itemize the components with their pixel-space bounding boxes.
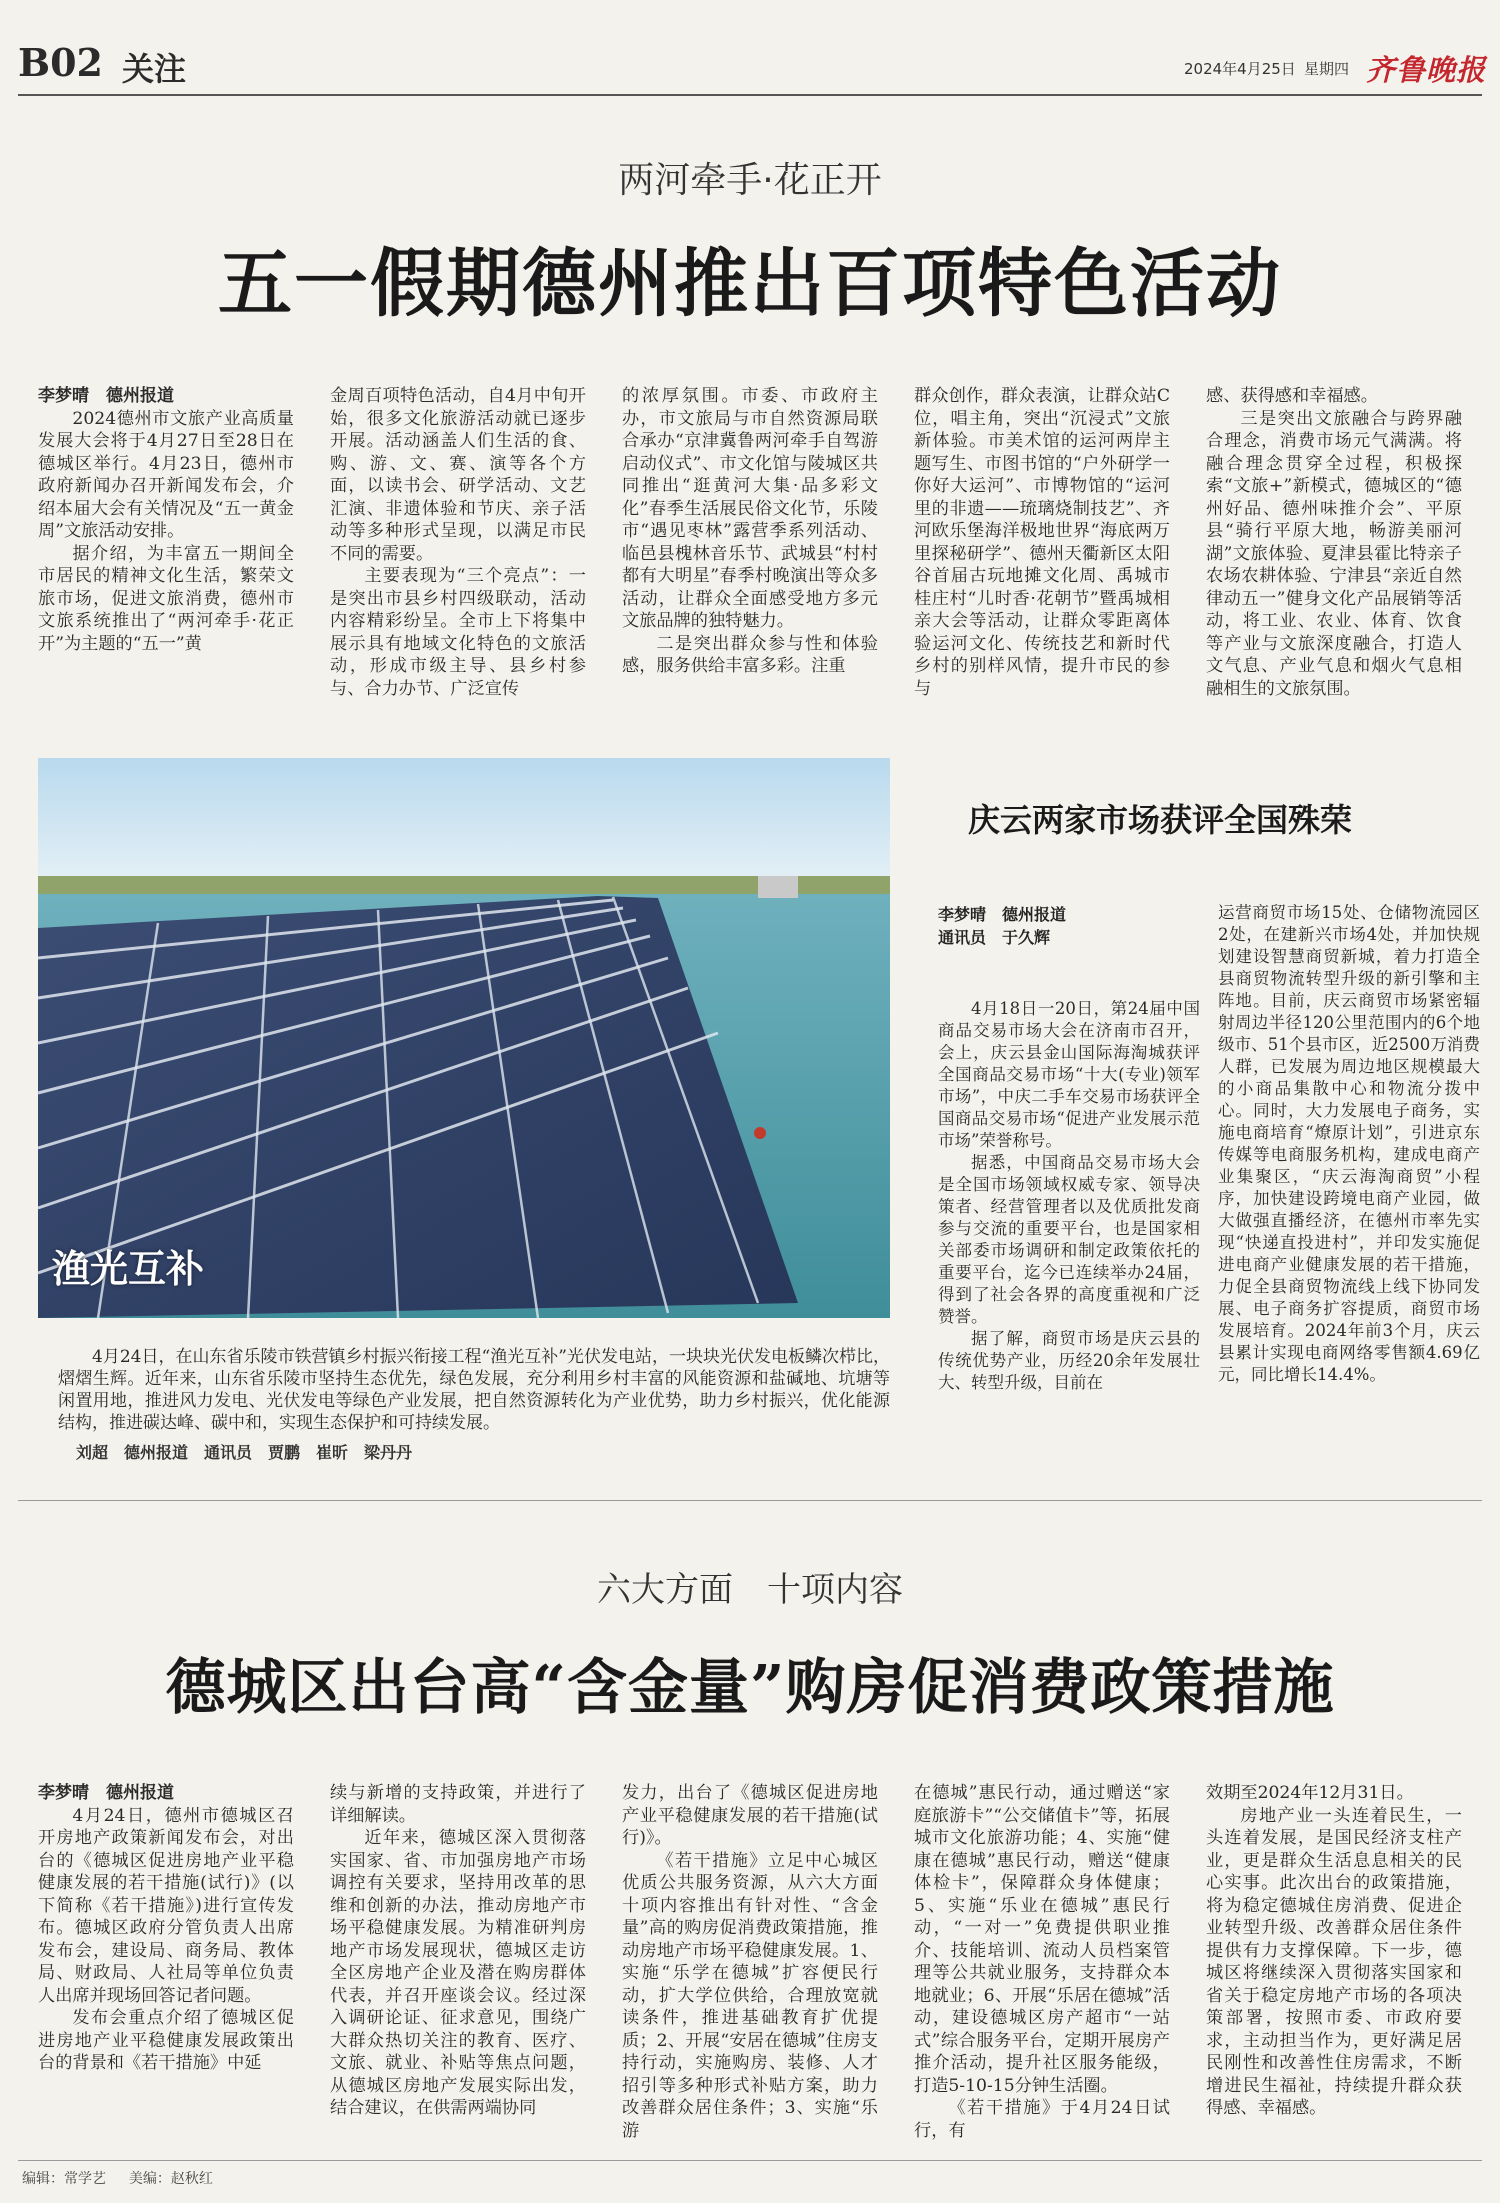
story3-byline: 李梦晴 德州报道 (38, 1783, 174, 1803)
story3-col1-para: 4月24日，德州市德城区召开房地产政策新闻发布会，对出台的《德城区促进房地产业平稳健康发展的若干措施(试行)》(以下简称《若干措施》)进行宣传发布。德城区政府分管负责人出席发布会，建设局、商务局、教体局、财政局、人社局等单位负责人出席并现场回答记者问题。 (38, 1805, 294, 2006)
footer-credits (22, 2168, 213, 2188)
solar-farm-illustration (38, 758, 890, 1318)
story2-col2-para: 运营商贸市场15处、仓储物流园区2处，在建新兴市场4处，并加快规划建设智慧商贸新城，着力打造全县商贸物流转型升级的新引擎和主阵地。目前，庆云商贸市场紧密辐射周边半径120公里范围内的6个地级市、51个县市区，近2500万消费人群，已发展为周边地区规模最大的小商品集散中心和物流分拨中心。同时，大力发展电子商务，实施电商培育“燎原计划”，引进京东传媒等电商服务机构，建成电商产业集聚区，“庆云海淘商贸”小程序，加快建设跨境电商产业园，做大做强直播经济，在德州市率先实现“快递直投进村”，并印发实施促进电商产业健康发展的若干措施，力促全县商贸物流线上线下协同发展、电子商务扩容提质，商贸市场发展培育。2024年前3个月，庆云县累计实现电商网络零售额4.69亿元，同比增长14.4%。 (1218, 903, 1480, 1384)
designer-name: 赵秋红 (170, 2171, 213, 2187)
story3-column-3 (622, 1782, 878, 2141)
story2-col1-para: 4月18日一20日，第24届中国商品交易市场大会在济南市召开，会上，庆云县金山国际海淘城获评全国商品交易市场“十大(专业)领军市场”，中庆二手车交易市场获评全国商品交易市场“促进产业发展示范市场”荣誉称号。 (938, 999, 1200, 1150)
story2-col1-para: 据了解，商贸市场是庆云县的传统优势产业，历经20余年发展壮大、转型升级，目前在 (938, 1329, 1200, 1392)
section-name: 关注 (122, 50, 187, 88)
story3-column-2 (330, 1782, 586, 2122)
story3-col3-para: 发力，出台了《德城区促进房地产业平稳健康发展的若干措施(试行)》。 (622, 1783, 878, 1848)
story1-column-3 (622, 385, 878, 715)
story1-col2-para: 主要表现为“三个亮点”：一是突出市县乡村四级联动，活动内容精彩纷呈。全市上下将集中展示具有地域文化特色的文旅活动，形成市级主导、县乡村参与、合力办节、广泛宣传 (330, 566, 586, 699)
designer-label: 美编： (128, 2171, 171, 2187)
story3-col3-para: 《若干措施》立足中心城区优质公共服务资源，从六大方面十项内容推出有针对性、“含金量”高的购房促消费政策措施，推动房地产市场平稳健康发展。1、实施“乐学在德城”扩容便民行动，扩大学位供给，合理放宽就读条件，推进基础教育扩优提质；2、开展“安居在德城”住房支持行动，实施购房、装修、人才招引等多种形式补贴方案，助力改善群众居住条件；3、实施“乐游 (622, 1850, 878, 2141)
story1-col2-para: 金周百项特色活动，自4月中旬开始，很多文化旅游活动就已逐步开展。活动涵盖人们生活的食、购、游、文、赛、演等各个方面，以读书会、研学活动、文艺汇演、非遗体验和节庆、亲子活动等多种形式呈现，以满足市民不同的需要。 (330, 386, 586, 564)
issue-weekday: 星期四 (1304, 60, 1350, 78)
footer-rule (18, 2160, 1482, 2161)
photo-caption-text: 4月24日，在山东省乐陵市铁营镇乡村振兴衔接工程“渔光互补”光伏发电站，一块块光伏发电板鳞次栉比，熠熠生辉。近年来，山东省乐陵市坚持生态优先，绿色发展，充分利用乡村丰富的风能资源和盐碱地、坑塘等闲置用地，推进风力发电、光伏发电等绿色产业发展，把自然资源转化为产业优势，助力乡村振兴，优化能源结构，推进碳达峰、碳中和，实现生态保护和可持续发展。 (58, 1347, 890, 1433)
story1-col1-para: 据介绍，为丰富五一期间全市居民的精神文化生活，繁荣文旅市场，促进文旅消费，德州市文旅系统推出了“两河牵手·花正开”为主题的“五一”黄 (38, 543, 294, 654)
story2-column-1 (938, 998, 1200, 1468)
editor-name: 常学艺 (64, 2171, 106, 2187)
photo-overlay-title: 渔光互补 (52, 1246, 205, 1291)
page-number: B02 (18, 40, 103, 85)
issue-date: 2024年4月25日 (1184, 60, 1296, 78)
editor-label: 编辑： (22, 2171, 64, 2187)
story1-column-5 (1206, 385, 1462, 715)
story3-col4-para: 《若干措施》于4月24日试行，有 (914, 2098, 1170, 2141)
story3-col1-para: 发布会重点介绍了德城区促进房地产业平稳健康发展政策出台的背景和《若干措施》中延 (38, 2008, 294, 2073)
story2-col1-para: 据悉，中国商品交易市场大会是全国市场领域权威专家、领导决策者、经营管理者以及优质批发商参与交流的重要平台，也是国家相关部委市场调研和制定政策依托的重要平台，迄今已连续举办24届，得到了社会各界的高度重视和广泛赞誉。 (938, 1153, 1200, 1326)
story1-col3-para: 二是突出群众参与性和体验感，服务供给丰富多彩。注重 (622, 633, 878, 676)
story1-column-1 (38, 385, 294, 715)
story1-kicker: 两河牵手·花正开 (618, 160, 882, 201)
photo-caption (58, 1346, 890, 1438)
story1-column-2 (330, 385, 586, 715)
story3-column-5 (1206, 1782, 1462, 2122)
story1-byline: 李梦晴 德州报道 (38, 386, 174, 406)
story2-column-2 (1218, 902, 1480, 1468)
page-header (0, 0, 1500, 90)
header-rule (18, 94, 1482, 96)
story2-title: 庆云两家市场获评全国殊荣 (968, 801, 1353, 839)
story3-col5-para: 房地产业一头连着民生，一头连着发展，是国民经济支柱产业，更是群众生活息息相关的民心实事。此次出台的政策措施，将为稳定德城住房消费、促进企业转型升级、改善群众居住条件提供有力支撑保障。下一步，德城区将继续深入贯彻落实国家和省关于稳定房地产市场的各项决策部署，按照市委、市政府要求，主动担当作为，更好满足居民刚性和改善性住房需求，不断增进民生福祉，持续提升群众获得感、幸福感。 (1206, 1805, 1462, 2118)
story2-byline-2: 通讯员 于久辉 (938, 928, 1051, 947)
photo-credit: 刘超 德州报道 通讯员 贾鹏 崔昕 梁丹丹 (76, 1443, 413, 1462)
story3-column-4 (914, 1782, 1170, 2141)
newspaper-logo: 齐鲁晚报 (1366, 53, 1487, 87)
story1-col4-para: 群众创作，群众表演，让群众站C位，唱主角，突出“沉浸式”文旅新体验。市美术馆的运河两岸主题写生、市图书馆的“户外研学一你好大运河”、市博物馆的“运河里的非遗——琉璃烧制技艺”、齐河欧乐堡海洋极地世界“海底两万里探秘研学”、德州天衢新区太阳谷首届古玩地摊文化周、禹城市桂庄村“儿时香·花朝节”暨禹城相亲大会等活动，让群众零距离体验运河文化、传统技艺和新时代乡村的别样风情，提升市民的参与 (914, 386, 1170, 699)
story3-col5-para: 效期至2024年12月31日。 (1206, 1783, 1414, 1803)
story1-col1-para: 2024德州市文旅产业高质量发展大会将于4月27日至28日在德城区举行。4月23日，德州市政府新闻办召开新闻发布会，介绍本届大会有关情况及“五一黄金周”文旅活动安排。 (38, 408, 294, 541)
story1-title: 五一假期德州推出百项特色活动 (218, 241, 1282, 327)
middle-rule (18, 1500, 1482, 1501)
story3-col4-para: 在德城”惠民行动，通过赠送“家庭旅游卡”“公交储值卡”等，拓展城市文化旅游功能；4、实施“健康在德城”惠民行动，赠送“健康体检卡”，保障群众身体健康；5、实施“乐业在德城”惠民行动，“一对一”免费提供职业推介、技能培训、流动人员档案管理等公共就业服务，支持群众本地就业；6、开展“乐居在德城”活动，建设德城区房产超市“一站式”综合服务平台，定期开展房产推介活动，提升社区服务能级，打造5-10-15分钟生活圈。 (914, 1783, 1170, 2096)
story1-col3-para: 的浓厚氛围。市委、市政府主办，市文旅局与市自然资源局联合承办“京津冀鲁两河牵手自驾游启动仪式”、市文化馆与陵城区共同推出“逛黄河大集·品多彩文化”春季生活展民俗文化节，乐陵市“遇见枣林”露营季系列活动、临邑县槐林音乐节、武城县“村村都有大明星”春季村晚演出等众多活动，让群众全面感受地方多元文旅品牌的独特魅力。 (622, 386, 878, 631)
story3-kicker: 六大方面 十项内容 (597, 1570, 903, 1610)
story2-byline-1: 李梦晴 德州报道 (938, 905, 1067, 924)
story3-column-1 (38, 1782, 294, 2122)
story1-col5-para: 感、获得感和幸福感。 (1206, 386, 1378, 406)
story3-title: 德城区出台高“含金量”购房促消费政策措施 (165, 1653, 1335, 1723)
solar-farm-photo (38, 758, 890, 1318)
story3-col2-para: 近年来，德城区深入贯彻落实国家、省、市加强房地产市场调控有关要求，坚持用改革的思维和创新的办法，推动房地产市场平稳健康发展。为精准研判房地产市场发展现状，德城区走访全区房地产企业及潜在购房群体代表，并召开座谈会议。经过深入调研论证、征求意见，围绕广大群众热切关注的教育、医疗、文旅、就业、补贴等焦点问题，从德城区房地产发展实际出发，结合建议，在供需两端协同 (330, 1828, 586, 2118)
story3-col2-para: 续与新增的支持政策，并进行了详细解读。 (330, 1783, 586, 1826)
story1-column-4 (914, 385, 1170, 715)
story1-col5-para: 三是突出文旅融合与跨界融合理念，消费市场元气满满。将融合理念贯穿全过程，积极探索“文旅+”新模式，德城区的“德州好品、德州味推介会”、平原县“骑行平原大地，畅游美丽河湖”文旅体验、夏津县霍比特亲子农场农耕体验、宁津县“亲近自然律动五一”健身文化产品展销等活动，将工业、农业、体育、饮食等产业与文旅深度融合，打造人文气息、产业气息和烟火气息相融相生的文旅氛围。 (1206, 408, 1462, 699)
